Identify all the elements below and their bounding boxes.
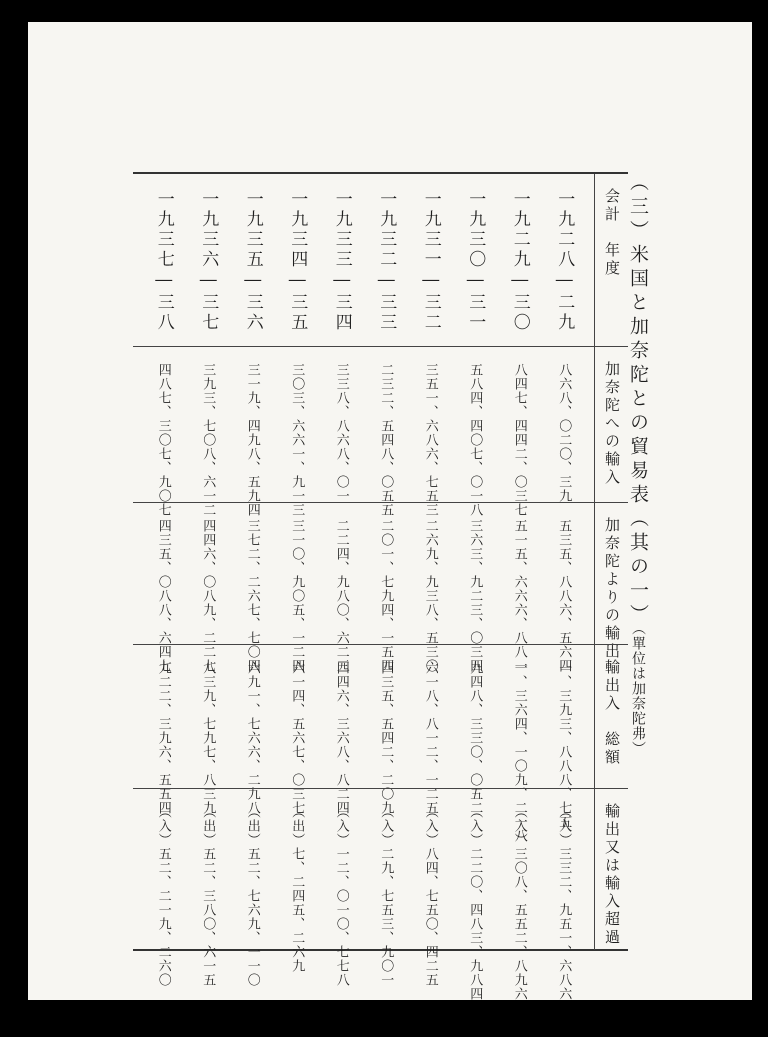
year-cell: 一九三六―三七 bbox=[198, 190, 219, 333]
exports-cell: 四四六、〇八九、二二七 bbox=[200, 519, 216, 673]
year-cell: 一九三七―三八 bbox=[153, 190, 174, 333]
imports-cell: 三三八、八六八、〇一 bbox=[333, 363, 349, 503]
balance-cell: （入）二九、七五三、九〇一 bbox=[378, 805, 394, 987]
exports-cell: 四三五、〇八八、六四七 bbox=[155, 519, 171, 673]
year-cell: 一九三四―三五 bbox=[287, 190, 308, 333]
header-exports-label: 加奈陀よりの輸出 bbox=[603, 517, 621, 661]
imports-cell: 三五一、六八六、七五三 bbox=[422, 363, 438, 517]
exports-cell: 二二四、九八〇、六二三 bbox=[333, 519, 349, 673]
balance-cell: （入）一二、〇一〇、七七八 bbox=[333, 805, 349, 987]
balance-cell: （入）三三二、九五一、六八六 bbox=[556, 805, 572, 1001]
exports-cells bbox=[133, 503, 594, 673]
year-cell: 一九三二―三三 bbox=[376, 190, 397, 333]
total-cell: 九四八、三三〇、〇五二 bbox=[467, 661, 483, 815]
total-cell: 四三五、五四二、二〇九 bbox=[378, 661, 394, 815]
total-cell: 六一四、五六七、〇三七 bbox=[289, 661, 305, 815]
balance-cell: （出）七、二四五、二六九 bbox=[289, 805, 305, 973]
year-cell: 一九三五―三六 bbox=[242, 190, 263, 333]
header-exports bbox=[594, 503, 628, 661]
imports-cell: 三〇三、六六一、九一三 bbox=[289, 363, 305, 517]
year-cell: 一九三三―三四 bbox=[331, 190, 352, 333]
imports-cell: 二三二、五四八、〇五五 bbox=[378, 363, 394, 517]
imports-cell: 三一九、四九八、五九四 bbox=[244, 363, 260, 517]
trade-table bbox=[133, 172, 628, 1001]
year-cell: 一九三〇―三一 bbox=[465, 190, 486, 333]
exports-cell: 二〇一、七九四、一五四 bbox=[378, 519, 394, 673]
balance-cell: （入）八四、七五〇、四二五 bbox=[422, 805, 438, 987]
document-page bbox=[28, 22, 752, 1000]
imports-cells bbox=[133, 347, 594, 517]
header-year bbox=[594, 174, 628, 346]
header-imports bbox=[594, 347, 628, 503]
exports-band bbox=[133, 502, 628, 673]
total-cell: 四四六、三六八、八二四 bbox=[333, 661, 349, 815]
header-imports-label: 加奈陀への輸入 bbox=[603, 361, 621, 487]
header-balance bbox=[594, 789, 628, 950]
balance-band bbox=[133, 788, 628, 1001]
imports-cell: 八六八、〇二〇、三九 bbox=[556, 363, 572, 503]
total-cell: 六九一、七六六、二九八 bbox=[244, 661, 260, 815]
balance-cell: （出）五二、七六九、一一〇 bbox=[244, 805, 260, 987]
header-balance-label: 輸出又は輸入超過 bbox=[603, 803, 621, 947]
imports-cell: 四八七、三〇七、九〇七 bbox=[155, 363, 171, 517]
exports-cell: 三一〇、九〇五、一二四 bbox=[289, 519, 305, 673]
year-cell: 一九二八―二九 bbox=[554, 190, 575, 333]
balance-cell: （入）五二、二一九、二六〇 bbox=[155, 805, 171, 987]
total-cell: 一、三九三、八八八、七五 bbox=[556, 661, 572, 829]
imports-cell: 三九三、七〇八、六一二 bbox=[200, 363, 216, 517]
year-band bbox=[133, 174, 628, 346]
balance-cells bbox=[133, 789, 594, 1001]
total-cell: 六一八、八一二、一二五 bbox=[422, 661, 438, 815]
header-total-label: 輸出入 総額 bbox=[603, 659, 621, 767]
unit-note: （單位は加奈陀弗） bbox=[630, 628, 646, 756]
year-cell: 一九二九―三〇 bbox=[509, 190, 530, 333]
exports-cell: 三七二、二六七、七〇四 bbox=[244, 519, 260, 673]
header-total bbox=[594, 645, 628, 789]
exports-cell: 五三五、八八六、五六四 bbox=[556, 519, 572, 673]
imports-band bbox=[133, 346, 628, 517]
balance-cell: （出）五二、三八〇、六一五 bbox=[200, 805, 216, 987]
total-cells bbox=[133, 645, 594, 843]
total-cell: 九二二、三九六、五五四 bbox=[155, 661, 171, 815]
balance-cell: （入）三〇八、五五二、八九六 bbox=[511, 805, 527, 1001]
imports-cell: 五八四、四〇七、〇一八 bbox=[467, 363, 483, 517]
total-cell: 八三九、七九七、八三九 bbox=[200, 661, 216, 815]
balance-cell: （入）二二〇、四八三、九八四 bbox=[467, 805, 483, 1001]
exports-cell: 五一五、六六六、八八一 bbox=[511, 519, 527, 673]
exports-cell: 三六三、九二三、〇三四 bbox=[467, 519, 483, 673]
title-text: （三）米国と加奈陀との貿易表（其の一） bbox=[627, 172, 649, 628]
imports-cell: 八四七、四四二、〇三七 bbox=[511, 363, 527, 517]
header-year-label: 会計 年度 bbox=[603, 188, 621, 278]
total-band bbox=[133, 644, 628, 843]
exports-cell: 二六九、九三八、五三〇 bbox=[422, 519, 438, 673]
year-cells bbox=[133, 174, 594, 346]
year-cell: 一九三一―三二 bbox=[420, 190, 441, 333]
total-cell: 一、三六四、一〇九、二一八 bbox=[511, 661, 527, 843]
document-title bbox=[628, 172, 647, 756]
